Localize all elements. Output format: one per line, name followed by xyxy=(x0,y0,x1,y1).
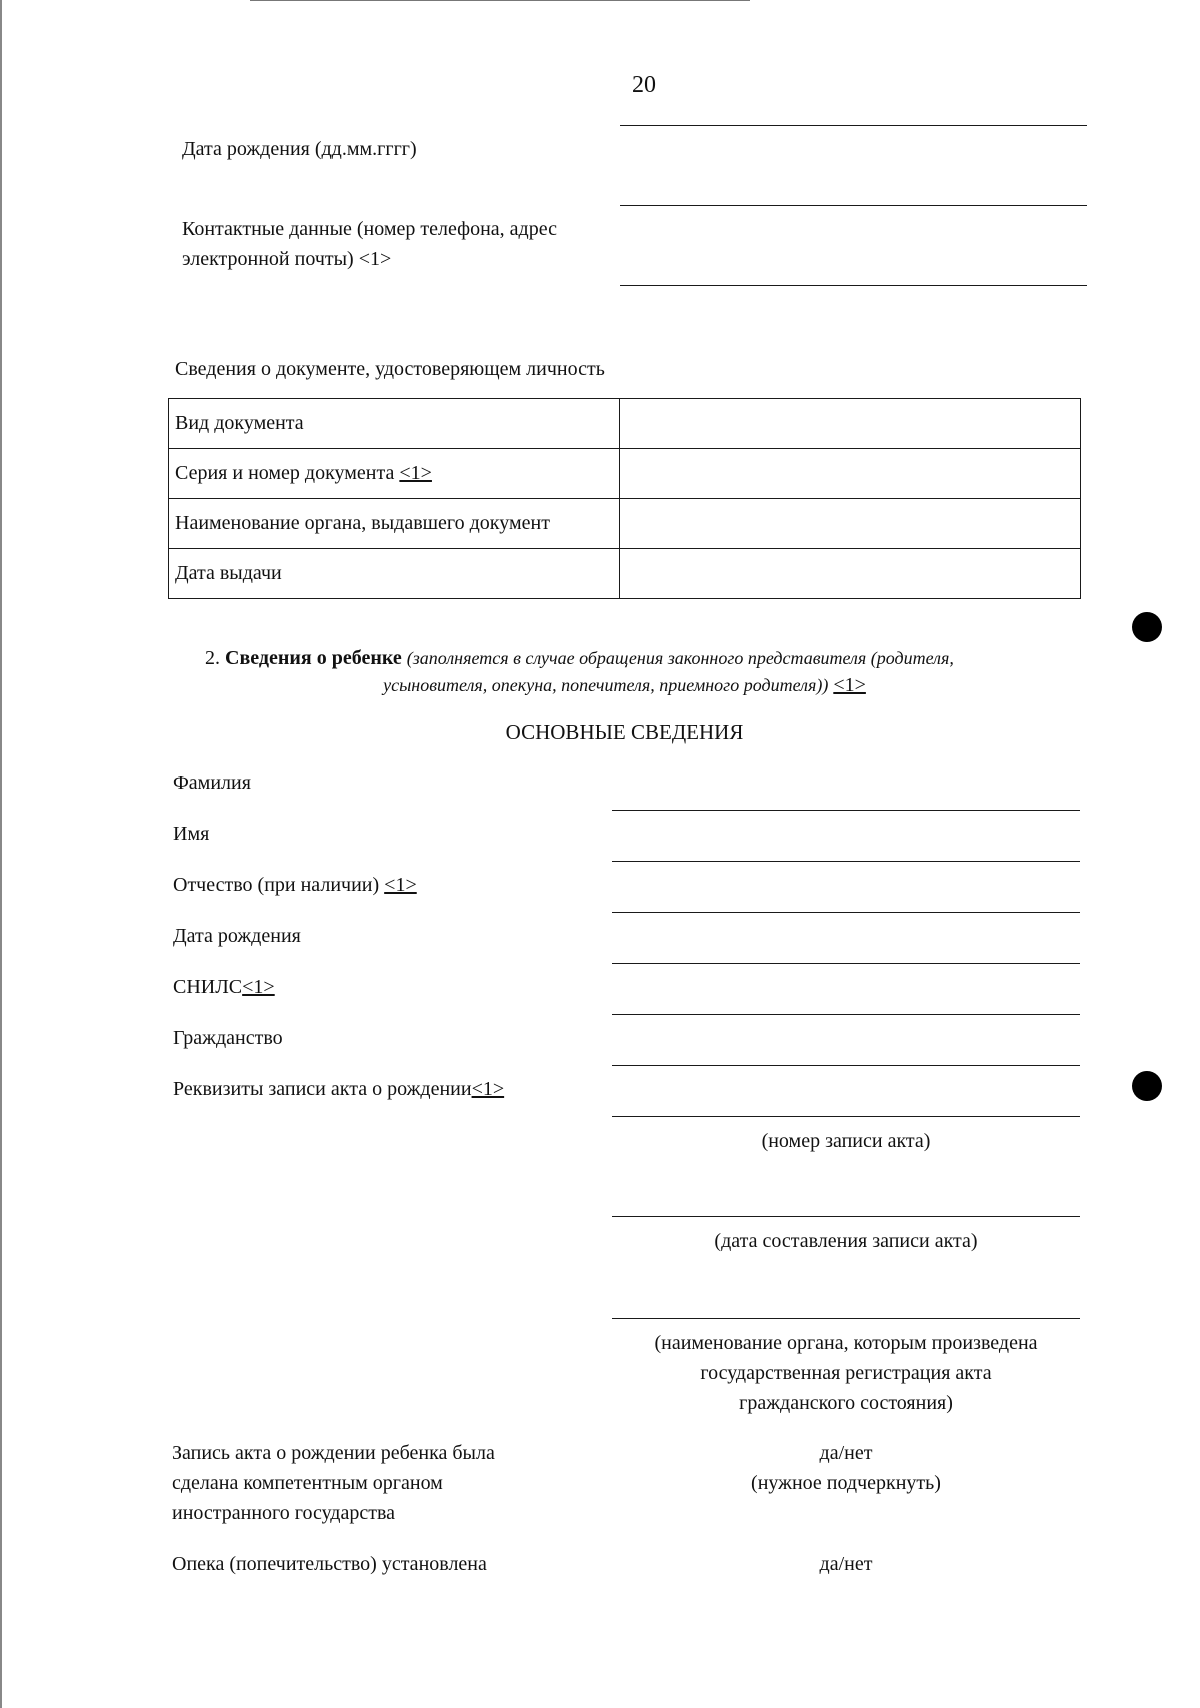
authority-caption-line1: (наименование органа, которым произведена xyxy=(654,1332,1038,1354)
record-date-field[interactable] xyxy=(612,1216,1080,1217)
doc-type-field[interactable] xyxy=(620,399,1081,449)
record-number-field[interactable] xyxy=(612,1116,1080,1117)
foreign-record-label-line2: сделана компетентным органом xyxy=(172,1472,443,1494)
patronymic-label: Отчество (при наличии) <1> xyxy=(173,874,417,896)
patronymic-field[interactable] xyxy=(612,912,1080,913)
doc-series-label: Серия и номер документа <1> xyxy=(169,449,620,499)
contacts-label-line2: электронной почты) <1> xyxy=(182,248,392,270)
table-row xyxy=(169,549,1081,599)
birth-date-field[interactable] xyxy=(620,205,1087,206)
citizenship-field[interactable] xyxy=(612,1065,1080,1066)
id-document-table xyxy=(168,398,1081,599)
child-birth-date-field[interactable] xyxy=(612,963,1080,964)
child-birth-date-label: Дата рождения xyxy=(173,925,301,947)
child-section-title: 2. Сведения о ребенке (заполняется в случае обращения законного представителя (родителя, xyxy=(205,647,954,669)
name-field[interactable] xyxy=(612,861,1080,862)
foreign-record-label-line1: Запись акта о рождении ребенка была xyxy=(172,1442,495,1464)
contacts-label-line1: Контактные данные (номер телефона, адрес xyxy=(182,218,557,240)
citizenship-label: Гражданство xyxy=(173,1027,283,1049)
authority-caption-line2: государственная регистрация акта xyxy=(700,1362,992,1384)
table-row xyxy=(169,399,1081,449)
basic-info-heading: ОСНОВНЫЕ СВЕДЕНИЯ xyxy=(505,720,744,744)
snils-label: СНИЛС<1> xyxy=(173,976,275,998)
footnote-ref[interactable]: <1> xyxy=(242,976,275,998)
surname-label: Фамилия xyxy=(173,772,251,794)
contacts-field[interactable] xyxy=(620,285,1087,286)
page-number: 20 xyxy=(632,72,656,98)
header-rule xyxy=(620,125,1087,126)
table-row xyxy=(169,499,1081,549)
binder-hole-top xyxy=(1132,612,1162,642)
footnote-ref[interactable]: <1> xyxy=(471,1078,505,1100)
scan-left-edge xyxy=(0,0,2,1708)
foreign-record-hint: (нужное подчеркнуть) xyxy=(751,1472,941,1494)
footnote-ref[interactable]: <1> xyxy=(833,674,866,696)
snils-field[interactable] xyxy=(612,1014,1080,1015)
doc-issue-date-label: Дата выдачи xyxy=(169,549,620,599)
footnote-ref[interactable]: <1> xyxy=(399,462,432,484)
name-label: Имя xyxy=(173,823,210,845)
doc-issuer-field[interactable] xyxy=(620,499,1081,549)
birth-date-label: Дата рождения (дд.мм.гггг) xyxy=(182,138,417,160)
binder-hole-bottom xyxy=(1132,1071,1162,1101)
doc-issue-date-field[interactable] xyxy=(620,549,1081,599)
foreign-record-label-line3: иностранного государства xyxy=(172,1502,396,1524)
surname-field[interactable] xyxy=(612,810,1080,811)
birth-record-label: Реквизиты записи акта о рождении<1> xyxy=(173,1078,505,1100)
foreign-record-answer[interactable]: да/нет xyxy=(819,1442,873,1464)
footnote-ref[interactable]: <1> xyxy=(384,874,417,896)
table-row xyxy=(169,449,1081,499)
scan-top-edge xyxy=(250,0,750,1)
authority-caption-line3: гражданского состояния) xyxy=(739,1392,953,1414)
doc-issuer-label: Наименование органа, выдавшего документ xyxy=(169,499,620,549)
record-number-caption: (номер записи акта) xyxy=(761,1130,931,1152)
id-document-section-title: Сведения о документе, удостоверяющем личность xyxy=(175,358,605,380)
child-section-subtitle: усыновителя, опекуна, попечителя, приемного родителя)) <1> xyxy=(383,674,866,696)
record-date-caption: (дата составления записи акта) xyxy=(714,1230,978,1252)
doc-type-label: Вид документа xyxy=(169,399,620,449)
guardianship-label: Опека (попечительство) установлена xyxy=(172,1553,487,1575)
registration-authority-field[interactable] xyxy=(612,1318,1080,1319)
doc-series-field[interactable] xyxy=(620,449,1081,499)
guardianship-answer[interactable]: да/нет xyxy=(819,1553,873,1575)
